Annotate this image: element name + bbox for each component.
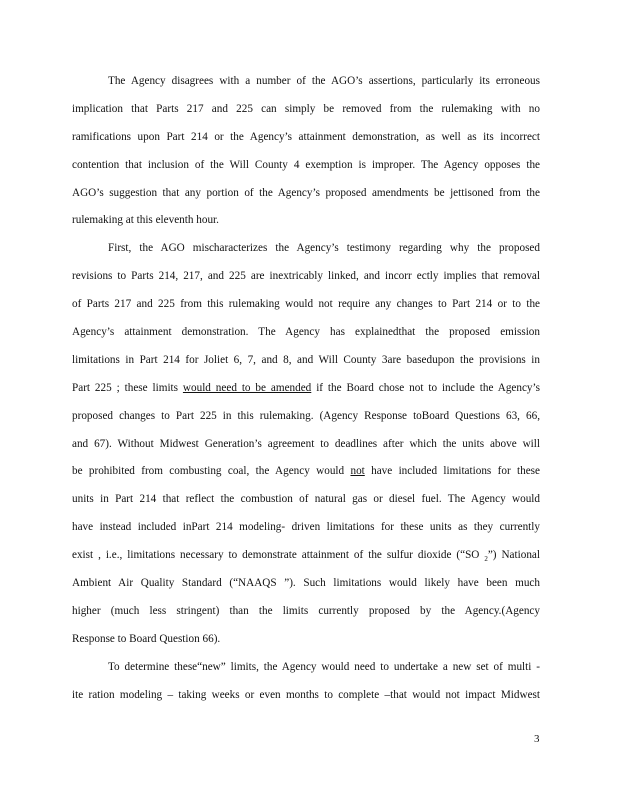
text-line: proposed changes to Part 225 in this rulemaking. (Agency Response toBoard Questions 63, 66,: [72, 409, 540, 422]
underlined-text: would need to be amended: [182, 381, 312, 394]
text-line: AGO’s suggestion that any portion of the Agency’s proposed amendments be jettisoned from the: [72, 186, 540, 199]
text-segment: be prohibited from combusting coal, the Agency would: [72, 465, 351, 478]
paragraph-3: [72, 654, 540, 710]
text-line: Ambient Air Quality Standard (“NAAQS ”). Such limitations would likely have been much: [72, 577, 540, 590]
text-line: higher (much less stringent) than the limits currently proposed by the Agency.(Agency: [72, 604, 540, 617]
paragraph-1: [72, 68, 540, 235]
text-line: First, the AGO mischaracterizes the Agency’s testimony regarding why the proposed: [108, 242, 540, 255]
text-line: units in Part 214 that reflect the combustion of natural gas or diesel fuel. The Agency would: [72, 493, 540, 506]
paragraph-2: [72, 235, 540, 653]
text-line: ite ration modeling – taking weeks or even months to complete –that would not impact Midwest: [72, 688, 540, 701]
text-segment: ”) National: [487, 549, 540, 562]
text-line: implication that Parts 217 and 225 can simply be removed from the rulemaking with no: [72, 102, 540, 115]
text-line: have instead included inPart 214 modeling- driven limitations for these units as they currently: [72, 521, 540, 534]
text-line: [72, 375, 540, 403]
text-segment: exist , i.e., limitations necessary to demonstrate attainment of the sulfur dioxide (“SO: [72, 549, 485, 562]
page-number: 3: [534, 733, 540, 745]
text-line: and 67). Without Midwest Generation’s agreement to deadlines after which the units above will: [72, 437, 540, 450]
text-line: rulemaking at this eleventh hour.: [72, 214, 219, 227]
text-line: ramifications upon Part 214 or the Agency’s attainment demonstration, as well as its incorrect: [72, 130, 540, 143]
text-segment: have included limitations for these: [364, 465, 540, 478]
underlined-text: not: [350, 465, 365, 478]
text-line: revisions to Parts 214, 217, and 225 are inextricably linked, and incorr ectly implies that removal: [72, 270, 540, 283]
text-line: The Agency disagrees with a number of the AGO’s assertions, particularly its erroneous: [108, 75, 540, 87]
text-line: Agency’s attainment demonstration. The Agency has explainedthat the proposed emission: [72, 326, 540, 339]
text-line: contention that inclusion of the Will County 4 exemption is improper. The Agency opposes the: [72, 158, 540, 171]
body-text: [72, 68, 540, 709]
text-line: To determine these“new” limits, the Agency would need to undertake a new set of multi -: [108, 660, 540, 673]
text-line: of Parts 217 and 225 from this rulemaking would not require any changes to Part 214 or to the: [72, 298, 540, 311]
text-line: Response to Board Question 66).: [72, 632, 221, 645]
text-segment: Part 225 ; these limits: [72, 381, 183, 394]
text-line: [72, 458, 540, 486]
subscript: 2: [484, 555, 488, 564]
text-line: limitations in Part 214 for Joliet 6, 7, and 8, and Will County 3are basedupon the provisions in: [72, 353, 540, 366]
text-segment: if the Board chose not to include the Agency’s: [311, 381, 540, 394]
text-line: [72, 542, 540, 570]
